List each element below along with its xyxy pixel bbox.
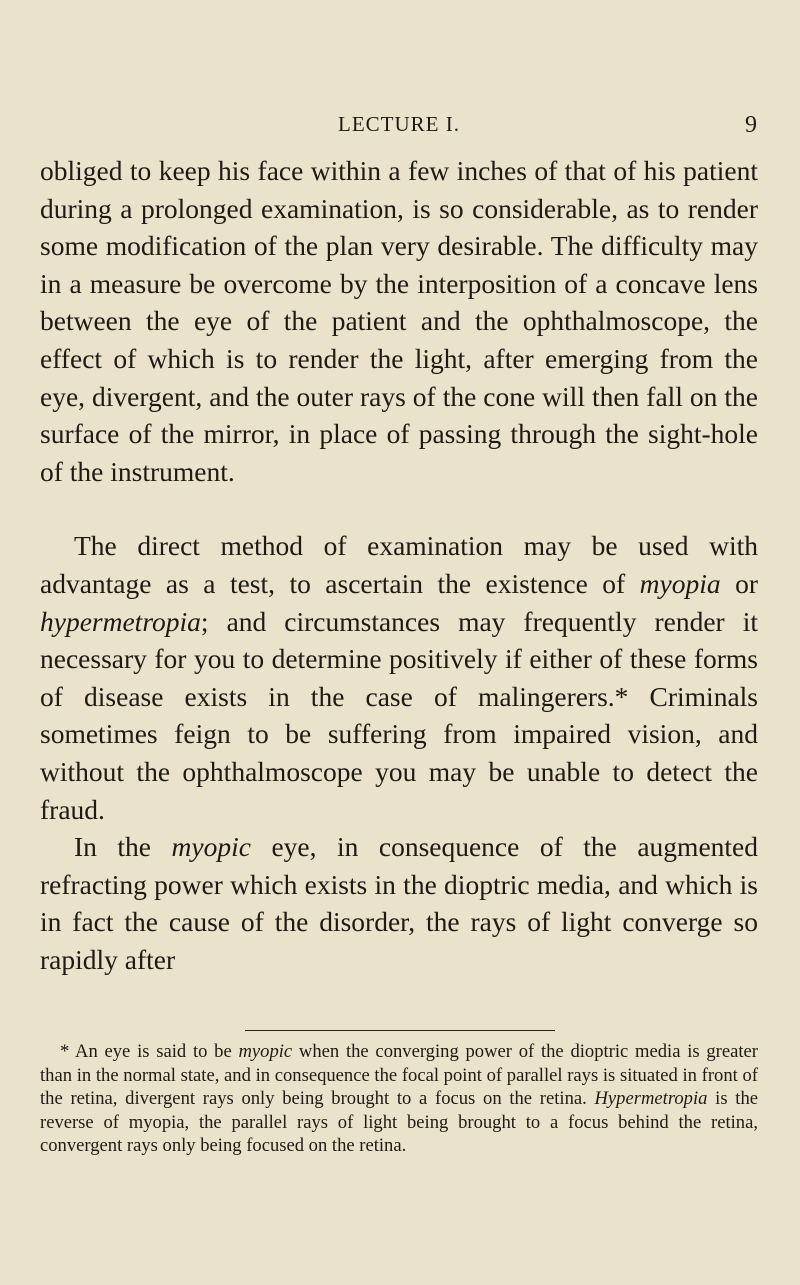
footnote-text-c: is the reverse of myopia, the parallel rays of light being brought to a focus behind the retina, convergent rays only being focused on the retina. — [40, 1088, 758, 1156]
paragraph-2-text-c: ; and circumstances may frequently render it necessary for you to determine positively if either of these forms of disease exists in the case of malingerers.* Criminals sometimes feign to be suffering from impaired vision, and without the ophthalmoscope you may be unable to detect the fraud. — [40, 605, 758, 825]
footnote-text-b: when the converging power of the dioptric media is greater than in the normal state, and in consequence the focal point of parallel rays is situated in front of the retina, divergent rays only being brought to a focus on the retina. — [40, 1041, 758, 1109]
term-hypermetropia: hypermetropia — [40, 605, 201, 637]
footnote-term-myopic: myopic — [238, 1041, 293, 1062]
footnote-text-a: * An eye is said to be — [60, 1041, 239, 1062]
footnote — [40, 1040, 758, 1158]
paragraph-2-text-a: The direct method of examination may be used with advantage as a test, to ascertain the existence of — [40, 530, 758, 599]
paragraph-3-text-a: In the — [74, 831, 172, 863]
body-text — [40, 152, 758, 978]
paragraph-3-text-b: eye, in consequence of the augmented refracting power which exists in the dioptric media, and which is in fact the cause of the disorder, the rays of light converge so rapidly after — [40, 831, 758, 975]
term-myopic: myopic — [171, 831, 251, 863]
paragraph-2 — [40, 527, 758, 828]
page-header — [40, 112, 758, 142]
running-head: LECTURE I. — [338, 112, 460, 136]
term-myopia: myopia — [639, 567, 721, 599]
page-number: 9 — [745, 112, 758, 138]
paragraph-1: obliged to keep his face within a few inches of that of his patient during a prolonged examination, is so considerable, as to render some modification of the plan very desirable. The difficulty may in a measure be overcome by the interposition of a concave lens between the eye of the patient and the ophthalmoscope, the effect of which is to render the light, after emerging from the eye, divergent, and the outer rays of the cone will then fall on the surface of the mirror, in place of passing through the sight-hole of the instrument. — [40, 155, 758, 487]
footnote-term-hypermetropia: Hypermetropia — [594, 1088, 708, 1109]
paragraph-3 — [40, 828, 758, 978]
footnote-text — [40, 1040, 758, 1158]
footnote-divider — [245, 1030, 555, 1031]
paragraph-2-text-b: or — [720, 567, 758, 599]
